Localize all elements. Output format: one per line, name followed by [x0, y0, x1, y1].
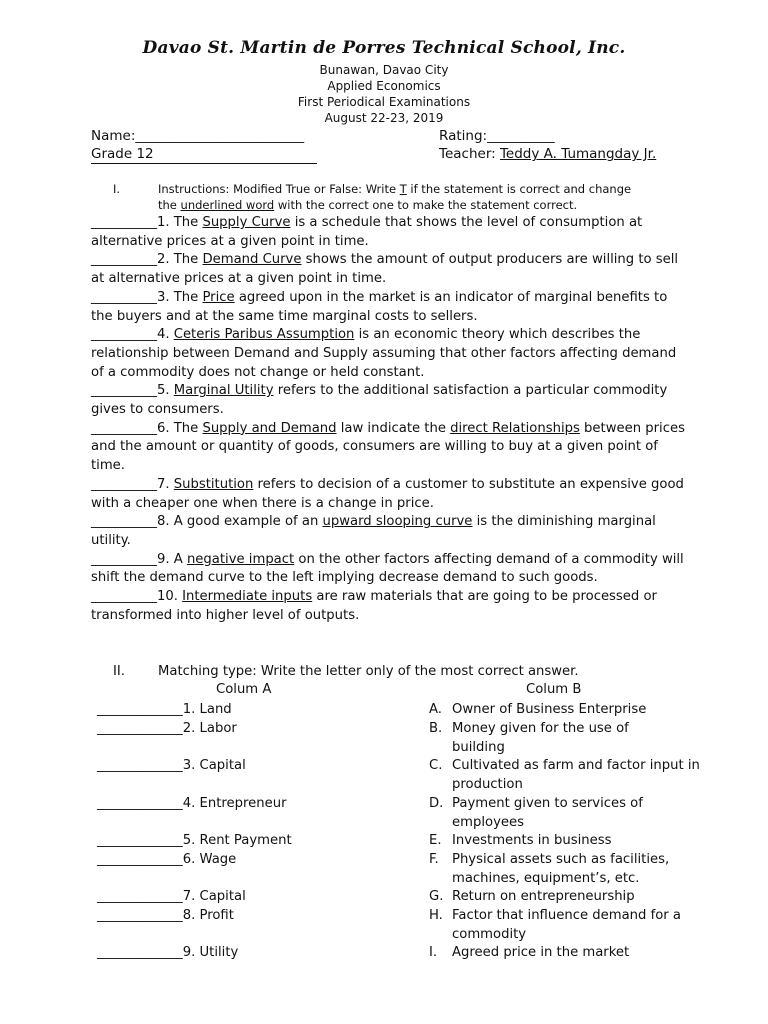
item-number: 6.	[156, 420, 170, 436]
match-term: Profit	[199, 908, 234, 923]
item-post: is an economic theory which describes the relationship between Demand and Supply assuming that other factors affecting demand of a commodity does not change or held constant.	[91, 327, 677, 380]
match-number: 6.	[182, 852, 196, 867]
match-number: 2.	[182, 721, 196, 736]
rating-label: Rating:	[439, 128, 488, 144]
match-blank: _____________	[97, 796, 183, 811]
item-underlined: Marginal Utility	[173, 383, 274, 399]
item-post: is the diminishing marginal utility.	[91, 514, 656, 548]
instr-text-a: Instructions: Modified True or False: Write	[158, 182, 400, 196]
item-underlined: Substitution	[173, 476, 254, 492]
part2-instructions: Matching type: Write the letter only of the most correct answer.	[158, 664, 579, 679]
col-b-answer-b: Money given for the use of building	[452, 721, 629, 755]
col-b-letter-i: I.	[429, 945, 438, 960]
school-location: Bunawan, Davao City	[319, 63, 449, 77]
item-number: 5.	[156, 383, 170, 399]
tf-item-2	[91, 251, 691, 288]
item-pre: A good example of an	[169, 514, 323, 530]
match-blank: _____________	[97, 758, 183, 773]
instr-text-c: the	[158, 198, 181, 212]
item-underlined: Ceteris Paribus Assumption	[173, 327, 355, 343]
item-number: 4.	[156, 327, 170, 343]
match-number: 3.	[182, 758, 196, 773]
col-b-letter-g: G.	[429, 889, 444, 904]
item-post: refers to decision of a customer to substitute an expensive good with a cheaper one when there is a change in price.	[91, 476, 684, 511]
teacher-label: Teacher:	[439, 146, 496, 162]
col-a-item-8	[97, 907, 234, 926]
item-number: 1.	[156, 215, 170, 230]
answer-blank: __________	[91, 420, 157, 436]
answer-blank: __________	[91, 383, 157, 399]
item-number: 10.	[156, 589, 178, 605]
match-number: 5.	[182, 833, 196, 848]
instr-text-d: with the correct one to make the statement correct.	[274, 198, 578, 212]
answer-blank: __________	[91, 589, 157, 605]
col-b-letter-h: H.	[429, 908, 443, 923]
match-term: Utility	[199, 945, 239, 960]
col-a-item-1	[97, 701, 232, 720]
school-name: Davao St. Martin de Porres Technical School, Inc.	[142, 38, 626, 58]
item-pre: The	[169, 252, 203, 268]
item-post: refers to the additional satisfaction a particular commodity gives to consumers.	[91, 383, 668, 418]
match-term: Capital	[199, 889, 246, 904]
item-post: are raw materials that are going to be processed or transformed into higher level of outputs.	[91, 589, 657, 623]
grade-field	[91, 146, 317, 164]
match-blank: _____________	[97, 833, 183, 848]
exam-title: First Periodical Examinations	[297, 95, 471, 109]
col-b-answer-e: Investments in business	[452, 833, 612, 848]
subject-title: Applied Economics	[327, 79, 441, 93]
answer-blank: __________	[91, 476, 157, 492]
match-number: 9.	[182, 945, 196, 960]
col-b-answer-d: Payment given to services of employees	[452, 796, 643, 830]
part1-instructions	[158, 181, 698, 213]
match-term: Labor	[199, 721, 237, 736]
tf-item-1	[91, 214, 691, 251]
name-field	[91, 128, 304, 144]
item-post: agreed upon in the market is an indicator of marginal benefits to the buyers and at the same time marginal costs to sellers.	[91, 289, 668, 324]
item-post: between prices and the amount or quantity of goods, consumers are willing to buy at a given point of time.	[91, 420, 685, 474]
col-a-item-6	[97, 851, 236, 870]
item-pre: A	[169, 551, 187, 567]
col-a-item-2	[97, 720, 237, 739]
col-a-item-5	[97, 832, 292, 851]
item-underlined: Supply and Demand	[202, 420, 337, 436]
rating-field	[439, 128, 555, 144]
match-blank: _____________	[97, 945, 183, 960]
col-a-item-4	[97, 795, 287, 814]
match-number: 8.	[182, 908, 196, 923]
match-blank: _____________	[97, 702, 183, 717]
teacher-field	[439, 146, 656, 162]
match-number: 1.	[182, 702, 196, 717]
item-pre: The	[169, 420, 203, 436]
item-pre: The	[169, 215, 203, 230]
part2-numeral: II.	[113, 664, 125, 679]
answer-blank: __________	[91, 289, 157, 305]
match-number: 4.	[182, 796, 196, 811]
item-number: 3.	[156, 289, 170, 305]
true-false-list	[91, 214, 691, 625]
tf-item-3	[91, 289, 691, 326]
tf-item-9	[91, 551, 691, 588]
col-b-answer-h: Factor that influence demand for a commodity	[452, 908, 681, 942]
match-term: Capital	[199, 758, 246, 773]
col-a-item-3	[97, 757, 246, 776]
tf-item-10	[91, 588, 691, 625]
item-underlined: Demand Curve	[202, 252, 302, 268]
col-b-letter-d: D.	[429, 796, 444, 811]
match-term: Wage	[199, 852, 237, 867]
exam-date: August 22-23, 2019	[324, 111, 444, 125]
col-b-answer-g: Return on entrepreneurship	[452, 889, 635, 904]
match-term: Rent Payment	[199, 833, 292, 848]
answer-blank: __________	[91, 514, 157, 530]
tf-item-8	[91, 513, 691, 550]
match-blank: _____________	[97, 889, 183, 904]
item-post: shows the amount of output producers are willing to sell at alternative prices at a given point in time.	[91, 252, 679, 287]
item-mid: law indicate the	[336, 420, 451, 436]
col-b-answer-f: Physical assets such as facilities, machines, equipment’s, etc.	[452, 852, 670, 886]
item-underlined-2: direct Relationships	[450, 420, 580, 436]
match-blank: _____________	[97, 721, 183, 736]
instr-text-t: T	[399, 182, 407, 196]
item-underlined: negative impact	[186, 551, 295, 567]
tf-item-6	[91, 420, 691, 476]
item-pre: The	[169, 289, 203, 305]
teacher-name: Teddy A. Tumangday Jr.	[499, 146, 657, 162]
rating-blank: __________	[487, 128, 555, 144]
instr-text-u: underlined word	[180, 198, 275, 212]
match-blank: _____________	[97, 852, 183, 867]
tf-item-7	[91, 476, 691, 513]
item-number: 7.	[156, 476, 170, 492]
tf-item-4	[91, 326, 691, 382]
answer-blank: __________	[91, 551, 157, 567]
column-a-heading: Colum A	[216, 682, 272, 697]
name-label: Name:	[91, 128, 136, 144]
match-number: 7.	[182, 889, 196, 904]
item-post: is a schedule that shows the level of consumption at alternative prices at a given point in time.	[91, 215, 643, 249]
instr-text-b: if the statement is correct and change	[406, 182, 632, 196]
item-number: 9.	[156, 551, 170, 567]
col-b-answer-c: Cultivated as farm and factor input in production	[452, 758, 700, 792]
answer-blank: __________	[91, 252, 157, 268]
col-b-answer-a: Owner of Business Enterprise	[452, 702, 647, 717]
grade-label: Grade 12	[91, 146, 317, 164]
tf-item-5	[91, 382, 691, 419]
item-post: on the other factors affecting demand of a commodity will shift the demand curve to the left implying decrease demand to such goods.	[91, 551, 684, 586]
match-term: Entrepreneur	[199, 796, 287, 811]
column-b-heading: Colum B	[526, 682, 582, 697]
item-number: 8.	[156, 514, 170, 530]
col-b-letter-f: F.	[429, 852, 439, 867]
col-b-letter-c: C.	[429, 758, 443, 773]
col-a-item-9	[97, 944, 238, 963]
item-underlined: Intermediate inputs	[182, 589, 313, 605]
match-term: Land	[199, 702, 232, 717]
item-underlined: Supply Curve	[202, 215, 291, 230]
match-blank: _____________	[97, 908, 183, 923]
col-b-answer-i: Agreed price in the market	[452, 945, 630, 960]
col-b-letter-e: E.	[429, 833, 442, 848]
item-underlined: upward slooping curve	[322, 514, 473, 530]
col-b-letter-b: B.	[429, 721, 443, 736]
answer-blank: __________	[91, 215, 157, 230]
col-a-item-7	[97, 888, 246, 907]
answer-blank: __________	[91, 327, 157, 343]
part1-numeral: I.	[113, 182, 121, 196]
item-underlined: Price	[202, 289, 235, 305]
col-b-letter-a: A.	[429, 702, 442, 717]
item-number: 2.	[156, 252, 170, 268]
name-blank: _________________________	[135, 128, 305, 144]
